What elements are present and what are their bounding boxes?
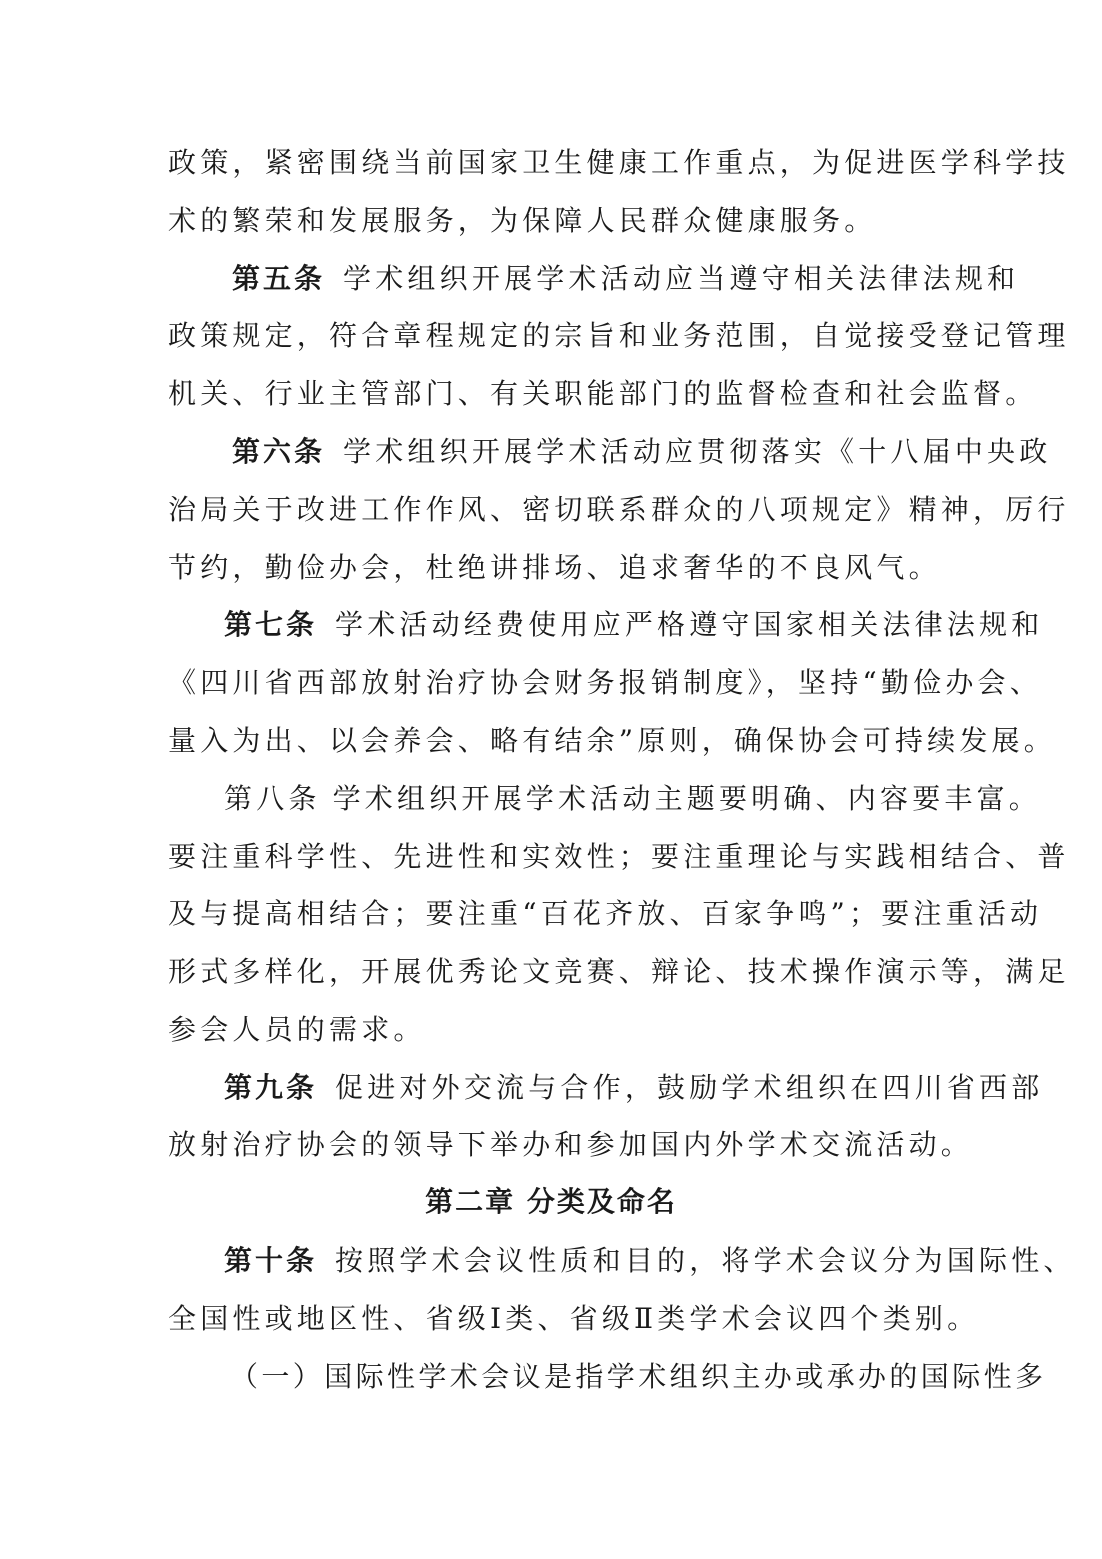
article-6-first-line [232, 432, 1052, 472]
article-9-text: 促进对外交流与合作，鼓励学术组织在四川省西部 [335, 1071, 1044, 1104]
item-1-line: （一）国际性学术会议是指学术组织主办或承办的国际性多 [230, 1360, 1047, 1393]
paragraph-line: 及与提高相结合；要注重“百花齐放、百家争鸣”；要注重活动 [168, 897, 1043, 930]
article-5-first-line [232, 259, 1020, 299]
paragraph-line: 量入为出、以会养会、略有结余”原则，确保协会可持续发展。 [168, 724, 1056, 757]
article-10-text: 按照学术会议性质和目的，将学术会议分为国际性、 [335, 1244, 1076, 1277]
article-5-heading: 第五条 [232, 262, 326, 295]
paragraph-line: 政策，紧密围绕当前国家卫生健康工作重点，为促进医学科学技 [168, 146, 1070, 179]
paragraph-line: 政策规定，符合章程规定的宗旨和业务范围，自觉接受登记管理 [168, 319, 1070, 352]
paragraph-line: 放射治疗协会的领导下举办和参加国内外学术交流活动。 [168, 1128, 974, 1161]
paragraph-line: 参会人员的需求。 [168, 1013, 426, 1046]
article-7-heading: 第七条 [224, 608, 318, 641]
article-9-first-line [224, 1068, 1044, 1108]
paragraph-line: 全国性或地区性、省级Ⅰ类、省级Ⅱ类学术会议四个类别。 [168, 1302, 980, 1335]
article-6-text: 学术组织开展学术活动应贯彻落实《十八届中央政 [343, 435, 1052, 468]
paragraph-line: 《四川省西部放射治疗协会财务报销制度》，坚持“勤俭办会、 [168, 666, 1042, 699]
paragraph-line: 要注重科学性、先进性和实效性；要注重理论与实践相结合、普 [168, 840, 1070, 873]
article-6-heading: 第六条 [232, 435, 326, 468]
article-9-heading: 第九条 [224, 1071, 318, 1104]
paragraph-line: 形式多样化，开展优秀论文竞赛、辩论、技术操作演示等，满足 [168, 955, 1070, 988]
paragraph-line: 节约，勤俭办会，杜绝讲排场、追求奢华的不良风气。 [168, 551, 941, 584]
paragraph-line: 机关、行业主管部门、有关职能部门的监督检查和社会监督。 [168, 377, 1038, 410]
paragraph-line: 治局关于改进工作作风、密切联系群众的八项规定》精神，厉行 [168, 493, 1070, 526]
paragraph-line: 术的繁荣和发展服务，为保障人民群众健康服务。 [168, 204, 877, 237]
article-10-first-line [224, 1241, 1076, 1281]
article-7-text: 学术活动经费使用应严格遵守国家相关法律法规和 [335, 608, 1044, 641]
article-5-text: 学术组织开展学术活动应当遵守相关法律法规和 [343, 262, 1020, 295]
article-10-heading: 第十条 [224, 1244, 318, 1277]
article-8-first-line [224, 779, 1042, 819]
chapter-title: 第二章 分类及命名 [425, 1185, 677, 1218]
article-7-first-line [224, 605, 1044, 645]
article-8-text: 学术组织开展学术活动主题要明确、内容要丰富。 [332, 782, 1042, 815]
article-8-heading: 第八条 [224, 782, 321, 815]
